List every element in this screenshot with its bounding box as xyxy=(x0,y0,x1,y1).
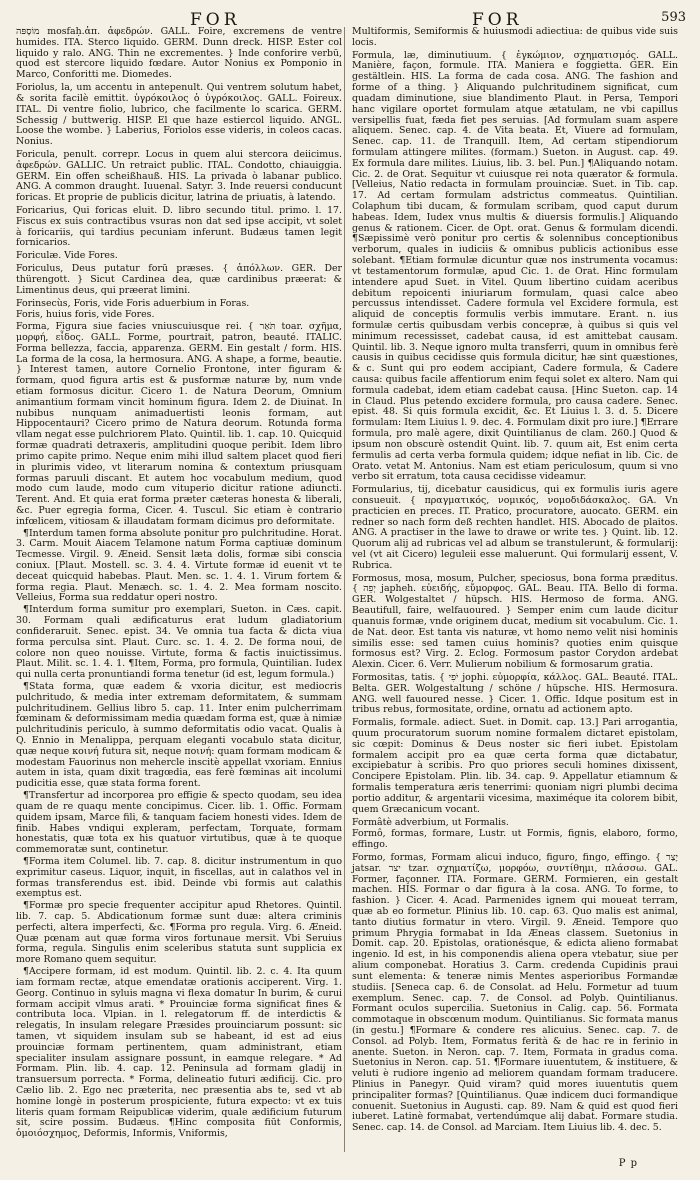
entry-paragraph: Multiformis, Semiformis & huiusmodi adiectiua: de quibus vide suis locis. xyxy=(352,26,678,48)
entry-paragraph: ¶Interdum forma sumitur pro exemplari, Sueton. in Cæs. capit. 30. Formam quali ædificaturus erat ludum gladiatorium confideraruit. Senec. epist. 34. Ve omnia tua facta & dicta viua forma perculsa sint. Plaut. Curc. sc. 1. 4. 2. De forma noui, de colore non queo nouisse. Virtute, forma & factis inuictissimus. Plaut. Milit. sc. 1. 4. 1. ¶Item, Forma, pro formula, Quintilian. Iudex qui nulla certa pronuntiandi forma tenetur (id est, legum formula.) xyxy=(16,604,342,681)
entry-paragraph: Formalis, formale. adiect. Suet. in Domit. cap. 13.] Pari arrogantia, quum procuratorum suorum nomine formalem dictaret epistolam, sic cœpit: Dominus & Deus noster sic fieri iubet. Epistolam formalem accipit pro ea quæ certa forma quæ dictabatur, excipiebatur à scribis. Pro quo priores seculi homines dixissent, Concipere Epistolam. Plin. lib. 34. cap. 9. Appellatur etiamnum & formalis temperatura æris tenerrimi: quoniam nigri plumbi decima portio additur, & argentarii vicesima, maximéque ita colorem bibit, quem Græcanicum vocant. xyxy=(352,717,678,815)
running-head-right: FOR xyxy=(472,10,523,30)
entry-paragraph: ¶Interdum tamen forma absolute ponitur pro pulchritudine. Horat. 3. Carm. Mouit Aiacem Telamone natum Forma captiuæ dominum Tecmesse. Virgil. 9. Æneid. Sensit læta dolis, formæ sibi conscia coniux. [Plaut. Mostell. sc. 3. 4. 4. Virtute formæ id euenit vt te deceat quicquid habebas. Plaut. Men. sc. 1. 4. 1. Virum fortem & forma regia. Plaut. Menæch. sc. 1. 4. 2. Mea formam noscito. Velleius, Forma sua reddatur operi nostro. xyxy=(16,527,342,604)
entry-paragraph: Formositas, tatis. { יֹפִי jophi. εὐμορφία, κάλλος. GAL. Beauté. ITAL. Belta. GER. Wolgestaltung / schöne / hüpsche. HIS. Hermosura. ANG. well fauoured nesse. } Cicer. 1. Offic. Idque positum est in tribus rebus, formositate, ordine, ornatu ad actionem apto. xyxy=(352,671,678,716)
entry-paragraph: Forma, Figura siue facies vniuscuiusque rei. { תֹּאַר toar. σχῆμα, μορφή, εἶδος. GALL. Forme, pourtrait, patron, beauté. ITALIC. Forma bellezza, faccia, apparenza. GERM. Ein gestalt / form. HIS. La forma de la cosa, la hermosura. ANG. A shape, a forme, beautie. } Interest tamen, autore Cornelio Frontone, inter figuram & formam, quod figura artis est & pusformæ naturæ by, num vnde etiam formosus dicitur. Cicero 1. de Natura Deorum, Omnium animantium formam vincit hominum figura. Idem 2. de Diuinat. In nubibus nunquam animaduertisti leonis formam, aut Hippocentauri? Cicero primo de Natura deorum. Rotunda forma vllam negat esse pulchriorem Plato. Quintil. lib. 1. cap. 10. Quicquid formæ quadrati detraxeris, amplitudini quoque peribit. Idem libro primo capite primo. Neque enim mihi illud saltem placet quod fieri in plurimis video, vt literarum nomina & contextum priusquam formas paruuli discant. Et autem hoc vocabulum medium, quod modo cum laude, modo cum vituperio dicitur ratione adiuncti. Terent. And. Et quia erat forma præter cæteras honesta & liberali, &c. Puer egregia forma, Cicer. 4. Tuscul. Sic etiam è contrario infœlicem, vitiosam & illaudatam formam dicimus pro deformitate. xyxy=(16,321,342,527)
page-number: 593 xyxy=(661,10,686,25)
entry-paragraph: Formô, formas, formare, Lustr. ut Formis, fignis, elaboro, formo, effingo. xyxy=(352,828,678,851)
left-column xyxy=(16,27,342,1141)
entry-paragraph: ¶Stata forma, quæ eadem & vxoria dicitur, est mediocris pulchritudo, & media inter extremam deformitatem, & summam pulchritudinem. Gellius libro 5. cap. 11. Inter enim pulcherrimam fœminam & deformissimam media quædam forma est, quæ à nimiæ pulchritudinis periculo, à summo deformitatis odio vacat. Qualis à Q. Ennio in Menalippa, perquam eleganti vocabulo stata dicitur, quæ neque κοινή futura sit, neque ποινή: quam formam modicam & modestam Fauorinus non mehercle inscitè appellat vxoriam. Ennius autem in ista, quam dixit tragœdia, eas ferè fœminas ait incolumi pudicitia esse, quæ stata forma forent. xyxy=(16,680,342,790)
entry-paragraph: Foricarius, Qui foricas eluit. D. libro secundo titul. primo. l. 17. Fiscus ex suis contractibus vsuras non dat sed ipse accipit, vt solet à foricariis, qui tardius pecuniam inferunt. Budæus tamen legit fornicarios. xyxy=(16,205,342,249)
entry-paragraph: ¶Formæ pro specie frequenter accipitur apud Rhetores. Quintil. lib. 7. cap. 5. Abdicationum formæ sunt duæ: altera criminis perfecti, altera imperfecti, &c. ¶Forma pro regula. Virg. 6. Æneid. Quæ pœnam aut quæ forma viros fortunaue mersit. Vbi Seruius forma, regula. Singulis enim sceleribus statuta sunt supplicia ex more Romano quem sequitur. xyxy=(16,900,342,966)
right-column xyxy=(352,27,678,1135)
entry-paragraph: Foris, huius foris, vide Fores. xyxy=(16,309,155,321)
entry-paragraph: Foriculæ. Vide Fores. xyxy=(16,250,118,262)
entry-paragraph: Formo, formas, Formam alicui induco, figuro, fingo, effingo. { יָצַר jatsar. יצר tzar. σχηματίζω, μορφόω, συντίθημι, πλάσσω. GAL. Former, façonner. ITA. Formare. GERM. Formieren, ein gestalt machen. HIS. Formar o dar figura à la cosa. ANG. To forme, to fashion. } Cicer. 4. Acad. Parmenides ignem qui moueat terram, quæ ab eo formetur. Plinius lib. 10. cap. 63. Quo malis est animal, tanto diutius formatur in vtero. Virgil. 9. Æneid. Tempore quo primum Phrygia formabat in Ida Æneas classem. Suetonius in Domit. cap. 20. Epistolas, orationésque, & edicta alieno formabat ingenio. Id est, in his componendis aliena opera vtebatur, siue per alium componebat. Horatius 3. Carm. credenda Cupidinis praui sunt elementa: & teneræ nimis Mentes asperioribus Formandæ studiis. [Seneca cap. 6. de Consolat. ad Helu. Formetur ad tuum exemplum. Senec. cap. 7. de Consol. ad Polyb. Quintilianus. Formant oculos supercilia. Suetonius in Calig. cap. 56. Formata commotaque in obscœnum modum. Quintilianus. Sic formata manus (in gestu.] ¶Formare & condere res alicuius. Senec. cap. 7. de Consol. ad Polyb. Item, Formatus ferità & de hac re in ferinio in anente. Sueton. in Neron. cap. 7. Item, Formata in gradus coma. Suetonius in Neron. cap. 51. ¶Formare iuuentutem, & instituere, & veluti è rudiore ingenio ad meliorem quandam formam traducere. Plinius in Panegyr. Quid viram? quid mores iuuentutis quem principaliter formas? [Quintilianus. Quæ indicem duci formandique conuenit. Suetonius in Augusti. cap. 89. Nam & quid est quod fieri iuberet. Latinè formabat, vertendúmque alij dabat. Formare studia. Senec. cap. 14. de Consol. ad Marciam. Item Liuius lib. 4. dec. 5. xyxy=(352,851,678,1134)
entry-paragraph: Foricula, penult. correpr. Locus in quem alui stercora deiicimus. ἀφεδρών. GALLIC. Un retraict public. ITAL. Condotto, chiauiggia. GERM. Ein offen scheißhauß. HIS. La privada ò labanar publico. ANG. A common draught. Iuuenal. Satyr. 3. Inde reuersi conducunt foricas. Et proprie de publicis dicitur, latrina de priuatis, à latendo. xyxy=(16,148,342,204)
entry-paragraph: Foriculus, Deus putatur forū præses. { ἀπόλλων. GER. Der thürengott. } Sicut Cardinea dea, quæ cardinibus præerat: & Limentinus deus, qui præerat limini. xyxy=(16,263,342,296)
entry-paragraph: Formâtè adverbium, ut Formalis. xyxy=(352,816,509,828)
entry-paragraph: Formula, læ, diminutiuum. { ἐγκώμιον, σχηματισμός. GALL. Manière, façon, formule. ITA. Maniera e foggietta. GER. Ein gestältlein. HIS. La forma de cada cosa. ANG. The fashion and forme of a thing. } Aliquando pulchritudinem significat, cum quadam diminutione, siue blandimento Plaut. in Persa, Tempori hanc vigilare oportet formulam atque ætatulam, ne vbi capillus versipellis fuat, fæda fiet pes seruias. [Ad formulam suam aspere aliquem. Senec. cap. 4. de Vita beata. Et, Viuere ad formulam, Senec. cap. 11. de Tranquill. Item, Ad certam stipendiorum formulam attingere milites. (formam.) Sueton. in August. cap. 49. Ex formula dare milites. Liuius, lib. 3. bel. Pun.] ¶Aliquando notam. Cic. 2. de Orat. Sequitur vt cuiusque rei nota quærator & formula. [Velleius, Natio redacta in formulam prouinciæ. Suet. in Tib. cap. 17. Ad certam formulam adstrictus commeatus. Quintilian. Colaphum tibi ducam, & formulam scribam, quod caput durum habeas. Idem, Iudex vnus multis & diuersis formulis.] Aliquando genus & rationem. Cicer. de Opt. orat. Genus & formulam dicendi. ¶Sæpissimè verò ponitur pro certis & solennibus conceptionibus verborum, quales in iudiciis & omnibus publicis actionibus esse solebant. ¶Etiam formulæ dicuntur quæ nos instrumenta vocamus: vt testamentorum formulæ, apud Cic. 1. de Orat. Hinc formulam intendere apud Suet. in Vitel. Quum libertino cuidam aceribus debitum repoicenti iniuriarum formulam, quasi calce abeo percussus intendisset. Cadere formula vel Excidere formula, est aliquid de conceptis formulis verbis immutare. Erant. n. ius formulæ certis quibusdam verbis concepræ, à quibus si quis vel minimum recessisset, cadebat causa, id est amittebat causam. Quintil. lib. 3. Neque ignoro multa transferri, quum in omnibus ferè causis in quibus cecidisse quis formula dicitur, hæ sint quæstiones, & c. Sunt qui pro eodem accipiant, Cadere formula, & Cadere causa: quibus facile affentiorum enim fequi solet ex altero. Nam qui formula cadebat, idem etiam cadebat causa. [Hinc Sueton. cap. 14 in Claud. Plus petendo excidere formula, pro causa cadere. Senec. epist. 48. Si quis formula excidit, &c. Et Liuius l. 3. d. 5. Dicere formulam: Item Liuius l. 9. dec. 4. Formulam dixit pro iure.] ¶Errare formula, pro malè agere, dixit Quintilianus de clam. 260.] Quod & ipsum non obscurè ostendit Quint. lib. 7. quum ait, Est enim certa fermulis ad certa verba formula quidem; idque nefiat in lib. Cic. de Orato. vetat M. Antonius. Nam est etiam periculosum, quum si vno verbo sit erratum, tota causa cecidisse videamur. xyxy=(352,49,678,483)
catchword: P p xyxy=(618,1158,638,1169)
entry-paragraph: מוֹסָפּה mosfaḥ.ἀπ. ἀφεδρών. GALL. Foire, excremens de ventre humides. ITA. Sterco liquido. GERM. Dunn dreck. HISP. Ester col liquido y ralo. ANG. Thin ne excrementes. } Inde conforire verbū, quod est stercore liquido fœdare. Autor Nonius ex Pomponio in Marco, Conforitti me. Diomedes. xyxy=(16,26,342,81)
entry-paragraph: ¶Forma item Columel. lib. 7. cap. 8. dicitur instrumentum in quo exprimitur caseus. Liquor, inquit, in fiscellas, aut in calathos vel in formas transferendus est. ibid. Deinde vbi formis aut calathis exemptus est. xyxy=(16,855,342,900)
entry-paragraph: Formosus, mosa, mosum, Pulcher, speciosus, bona forma præditus. { יְפֵה japheh. εὐειδής, εὔμορφος. GAL. Beau. ITA. Bello di forma. GER. Wolgestaltet / hüpsch. HIS. Hermoso de forma. ANG. Beautifull, faire, welfauoured. } Semper enim cum laude dicitur quanuis formæ, vnde originem ducat, medium sit vocabulum. Cic. 1. de Nat. deor. Est tanta vis naturæ, vt homo nemo velit nisi hominis similis esse: sed tamen cuius hominis? quoties enim quisque formosus est? Virg. 2. Eclog. Formosum pastor Corydon ardebat Alexin. Cicer. 6. Verr. Mulierum nobilium & formosarum gratia. xyxy=(352,572,678,671)
column-divider xyxy=(344,27,345,1152)
entry-paragraph: ¶Transfertur ad incorporea pro effigie & specto quodam, seu idea quam de re quaqu mente concipimus. Cicer. lib. 1. Offic. Formam quidem ipsam, Marce fili, & tanquam faciem honesti vides. Idem de finib. Habes vndiqui expleram, perfectam, Torquate, formam honestatis, quæ tota ex his quatuor virtutibus, quæ à te quoque commemoratæ sunt, continetur. xyxy=(16,790,342,856)
entry-paragraph: Foriolus, la, um accentu in antepenult. Qui ventrem solutum habet, & sorita facilè emittit. ὑγρόκοιλος ὁ ὑγρόκοιλος. GALL. Foireux. ITAL. Di ventre fiolio, lubrico, che facilmente lo scarica. GERM. Schessig / buttwerig. HISP. El que haze estiercol liquido. ANGL. Loose the wombe. } Laberius, Foriolos esse videris, in coleos cacas. Nonius. xyxy=(16,82,342,148)
entry-paragraph: ¶Accipere formam, id est modum. Quintil. lib. 2. c. 4. Ita quum iam formam rectæ, atque emendatæ orationis acciperent. Virg. 1. Georg. Continuo in syluis magna vi flexa domatur In burim, & curui formam accipit vlmus arati. * Prouinciæ forma significat fines & contributa loca. Vlpian. in l. relegatorum ff. de interdictis & relegatis, In insulam relegare Præsides prouinciarum possunt: sic tamen, vt siquidem insulam sub se habeant, id est ad eius prouinciæ formam pertinentem, quam administrant, etiam specialiter insulam assignare possunt, in eamque relegare. * Ad Formam. Plin. lib. 4. cap. 12. Peninsula ad formam gladij in transuersum porrecta. * Forma, delineatio futuri ædificij. Cic. pro Cælio lib. 2. Ego nec præterita, nec præsentia abs te, sed vt ab homine longè in posterum prospiciente, futura expecto: vt ex tuis literis quam formam Reipublicæ viderim, quale ædificium futurum sit, scire possim. Budæus. ¶Hinc composita fiūt Conformis, ὁμοιόσχημος, Deformis, Informis, Vniformis, xyxy=(16,966,342,1140)
entry-paragraph: Formularius, tij, dicebatur causidicus, qui ex formulis iuris agere consueuit. { πραγματικός, νομικός, νομοδιδάσκαλος. GA. Vn practicien en preces. IT. Pratico, procuratore, auocato. GERM. ein redner so nach form deß rechten handlet. HIS. Abocado de plaitos. ANG. A practiser in the lawe to drawe or write tes. } Quint. lib. 12. Quorum alij ad rubricas vel ad album se transtulerunt, & formularij: vel (vt ait Cicero) leguleii esse maluerunt. Qui formularij essent, V. Rubrica. xyxy=(352,484,678,571)
running-head-left: FOR xyxy=(190,10,241,30)
entry-paragraph: Forinsecùs, Foris, vide Foris aduerbium in Foras. xyxy=(16,297,250,309)
